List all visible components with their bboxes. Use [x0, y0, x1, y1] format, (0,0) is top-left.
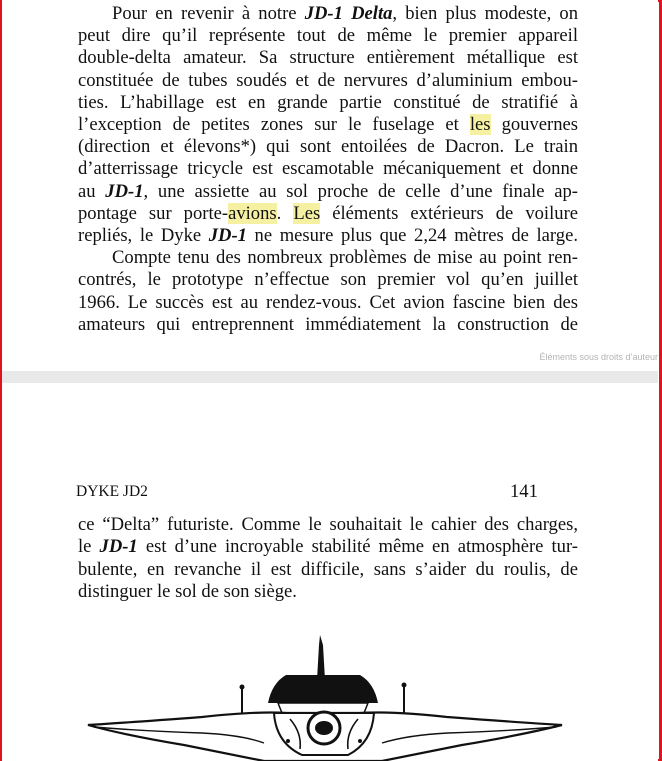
- text-line: [2, 314, 658, 336]
- text-run: amateurs qui entreprennent immédiatement la construction de: [78, 313, 578, 335]
- text-run: gouvernes: [490, 114, 578, 135]
- book-page-bottom[interactable]: [2, 383, 658, 761]
- aircraft-name: JD-1: [105, 180, 144, 202]
- text-run: (direction et élevons*) qui sont entoilées de Dacron. Le train: [78, 136, 578, 158]
- text-run: peut dire qu’il représente tout de même le premier appareil: [78, 25, 578, 47]
- text-run: .: [276, 202, 294, 224]
- text-run: , une assiette au sol proche de celle d’une finale ap-: [143, 180, 578, 202]
- rivet: [286, 739, 290, 743]
- book-page-top[interactable]: [2, 0, 658, 371]
- text-run: le: [78, 536, 100, 558]
- highlighted-word: avions: [228, 202, 277, 224]
- text-run: distinguer le sol de son siège.: [78, 581, 297, 603]
- text-line: [2, 158, 658, 180]
- propeller-spinner: [315, 721, 333, 735]
- text-line: [2, 70, 658, 92]
- text-run: bulente, en revanche il est difficile, sans s’aider du roulis, de: [78, 558, 578, 580]
- text-run: est d’une incroyable stabilité même en atmosphère tur-: [137, 536, 578, 558]
- text-run: ne mesure plus que 2,24 mètres de large.: [246, 225, 578, 246]
- text-run: ties. L’habillage est en grande partie constitué de stratifié à: [78, 91, 578, 113]
- running-head: DYKE JD2: [76, 483, 148, 500]
- text-run: contrés, le prototype n’effectue son premier vol qu’en juillet: [78, 269, 578, 291]
- text-run: Pour en revenir à notre: [112, 3, 305, 24]
- text-line: [2, 269, 658, 291]
- aircraft-name: JD-1: [99, 536, 138, 558]
- right-antenna-tip: [402, 683, 407, 688]
- text-line: [2, 136, 658, 158]
- highlighted-word: Les: [293, 202, 321, 224]
- aircraft-name: JD-1 Delta: [304, 3, 393, 24]
- text-line: [2, 247, 658, 269]
- text-run: éléments extérieurs de voilure: [320, 202, 579, 224]
- text-run: pontage sur porte-: [78, 202, 229, 224]
- tail-fin: [317, 635, 325, 680]
- text-line: [2, 181, 658, 203]
- text-line: [2, 92, 658, 114]
- text-run: d’atterrissage tricycle est escamotable mécaniquement et donne: [78, 158, 578, 180]
- canopy: [268, 675, 378, 703]
- text-line: [2, 225, 658, 247]
- text-line: [2, 114, 658, 136]
- text-run: Compte tenu des nombreux problèmes de mise au point ren-: [112, 247, 578, 269]
- copyright-watermark: Éléments sous droits d’auteur: [539, 352, 658, 362]
- text-run: l’exception de petites zones sur le fuselage et: [78, 114, 470, 135]
- text-line: [2, 25, 658, 47]
- aircraft-name: JD-1: [208, 225, 247, 246]
- rivet: [358, 739, 362, 743]
- text-run: , bien plus modeste, on: [392, 3, 579, 24]
- text-run: au: [78, 180, 106, 202]
- text-line: [2, 203, 658, 225]
- text-run: repliés, le Dyke: [78, 225, 209, 246]
- left-antenna-tip: [240, 685, 245, 690]
- text-line: [2, 292, 658, 314]
- page-number: 141: [510, 481, 538, 502]
- highlighted-word: les: [469, 114, 491, 135]
- page-separator: [2, 371, 658, 383]
- text-line: [2, 47, 658, 69]
- aircraft-illustration: [2, 383, 658, 761]
- text-run: 1966. Le succès est au rendez-vous. Cet avion fascine bien des: [78, 291, 578, 313]
- text-run: ce “Delta” futuriste. Comme le souhaitait le cahier des charges,: [78, 514, 578, 535]
- text-line: [2, 3, 658, 25]
- text-run: double-delta amateur. Sa structure entièrement métallique est: [78, 47, 578, 69]
- text-run: constituée de tubes soudés et de nervures d’aluminium embou-: [78, 69, 578, 91]
